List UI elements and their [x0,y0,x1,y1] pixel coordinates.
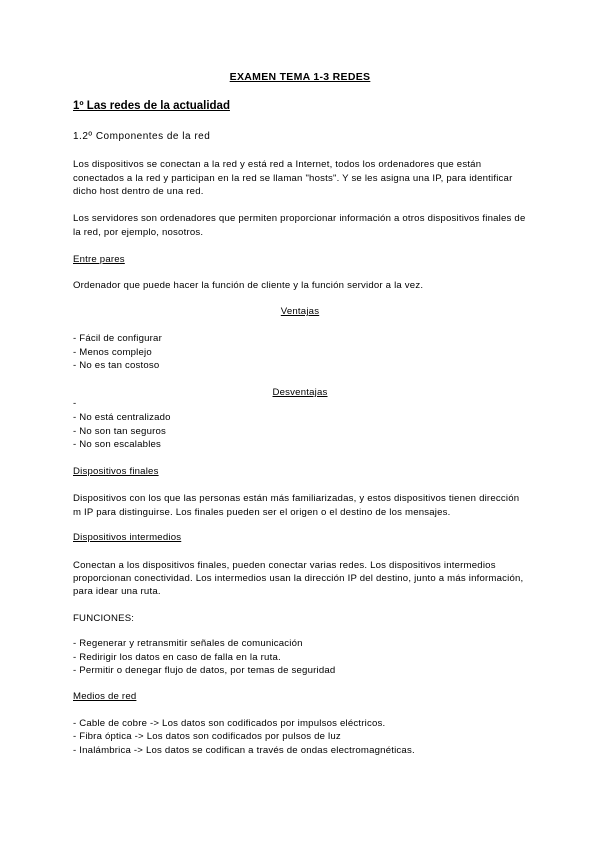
paragraph-line: para idear una ruta. [73,586,161,597]
paragraph-line: dicho host dentro de una red. [73,186,204,197]
document-title: EXAMEN TEMA 1-3 REDES [229,71,371,83]
subsection-heading: 1.2º Componentes de la red [73,131,211,142]
paragraph-line: Conectan a los dispositivos finales, pueden conectar varias redes. Los dispositivos intermedios [73,560,496,571]
p2p-heading: Entre pares [73,254,125,265]
list-item: - Fácil de configurar [73,333,162,344]
list-item: - [73,398,77,409]
paragraph-line: la red, por ejemplo, nosotros. [73,227,204,238]
paragraph-line: Los servidores son ordenadores que permiten proporcionar información a otros dispositivos finales de [73,213,526,224]
finales-heading: Dispositivos finales [73,466,159,477]
list-item: - Permitir o denegar flujo de datos, por temas de seguridad [73,665,336,676]
list-item: - Regenerar y retransmitir señales de comunicación [73,638,303,649]
section-heading: 1º Las redes de la actualidad [73,100,230,112]
paragraph-line: conectados a la red y participan en la red se llaman "hosts". Y se les asigna una IP, para identificar [73,173,513,184]
desventajas-heading: Desventajas [272,387,328,398]
paragraph-line: m IP para distinguirse. Los finales pueden ser el origen o el destino de los mensajes. [73,507,451,518]
list-item: - No está centralizado [73,412,171,423]
list-item: - Menos complejo [73,347,152,358]
list-item: - Fibra óptica -> Los datos son codificados por pulsos de luz [73,731,341,742]
list-item: - Redirigir los datos en caso de falla en la ruta. [73,652,281,663]
paragraph-line: Ordenador que puede hacer la función de cliente y la función servidor a la vez. [73,280,424,291]
list-item: - No son tan seguros [73,426,167,437]
paragraph-line: Dispositivos con los que las personas están más familiarizadas, y estos dispositivos tienen dirección [73,493,520,504]
list-item: - No son escalables [73,439,162,450]
paragraph-line: proporcionan conectividad. Los intermedios usan la dirección IP del destino, junto a más información, [73,573,524,584]
list-item: - Inalámbrica -> Los datos se codifican a través de ondas electromagnéticas. [73,745,415,756]
funciones-heading: FUNCIONES: [73,613,135,624]
paragraph-line: Los dispositivos se conectan a la red y está red a Internet, todos los ordenadores que están [73,159,482,170]
ventajas-heading: Ventajas [280,306,320,317]
intermedios-heading: Dispositivos intermedios [73,532,182,543]
list-item: - No es tan costoso [73,360,160,371]
medios-heading: Medios de red [73,691,137,702]
list-item: - Cable de cobre -> Los datos son codificados por impulsos eléctricos. [73,718,386,729]
